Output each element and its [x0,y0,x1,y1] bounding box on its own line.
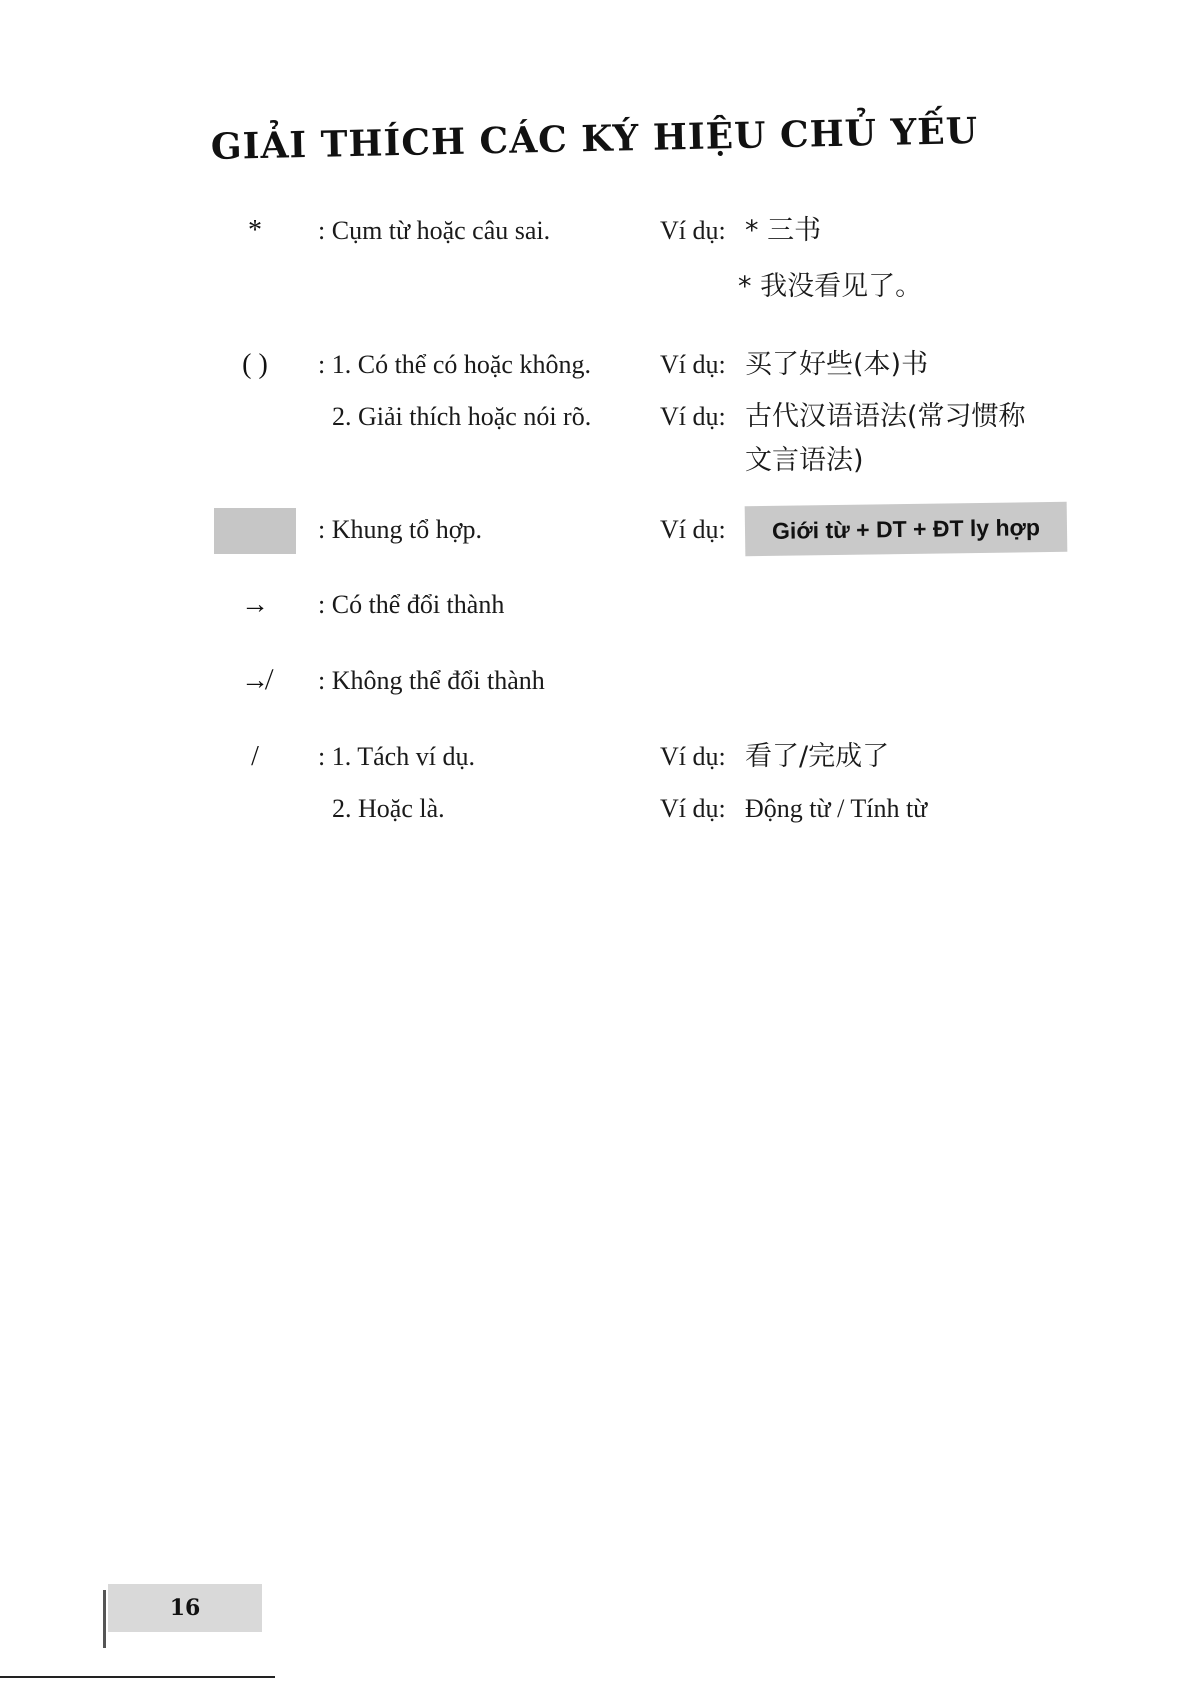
description-parentheses-2: 2. Giải thích hoặc nói rõ. [332,402,592,431]
example-label: Ví dụ: [660,794,726,823]
entry-parentheses-2-continued [0,436,1189,486]
description-slash-2: 2. Hoặc là. [332,794,445,823]
example-label: Ví dụ: [660,402,726,431]
example-label: Ví dụ: [660,515,726,544]
description-parentheses-1: : 1. Có thể có hoặc không. [318,350,591,379]
entry-crossed-arrow [0,656,1189,706]
example-parentheses-2-line-1: 古代汉语语法(常习惯称 [745,401,1026,432]
entry-parentheses-2 [0,392,1189,442]
example-label: Ví dụ: [660,216,726,245]
entry-slash-2 [0,784,1189,834]
example-label: Ví dụ: [660,350,726,379]
entry-asterisk [0,206,1189,256]
example-slash-1: 看了/完成了 [745,741,890,772]
example-parentheses-2-line-2: 文言语法) [745,445,864,476]
description-slash-1: : 1. Tách ví dụ. [318,742,475,771]
crossed-arrow-icon: ↛ [241,665,269,696]
description-asterisk: : Cụm từ hoặc câu sai. [318,216,551,245]
frame-example-box: Giới từ + DT + ĐT ly hợp [745,502,1068,556]
example-label: Ví dụ: [660,742,726,771]
example-parentheses-1: 买了好些(本)书 [745,349,929,380]
bottom-rule [0,1676,275,1678]
page-title: GIẢI THÍCH CÁC KÝ HIỆU CHỦ YẾU [210,109,979,169]
example-asterisk-1: * 三书 [745,215,822,246]
arrow-icon: → [241,589,269,620]
entry-asterisk-continued [0,262,1189,312]
page-number: 16 [108,1584,262,1632]
symbol-parentheses: ( ) [242,349,268,380]
example-asterisk-2: * 我没看见了。 [738,271,923,302]
symbol-asterisk: * [248,215,262,246]
example-slash-2: Động từ / Tính từ [745,794,928,823]
frame-symbol-box [214,508,296,554]
description-frame: : Khung tổ hợp. [318,515,482,544]
entry-frame [0,502,1189,558]
entry-slash-1 [0,732,1189,782]
page-edge-mark [103,1590,106,1648]
entry-parentheses-1 [0,340,1189,390]
description-arrow: : Có thể đổi thành [318,590,505,619]
entry-arrow [0,580,1189,630]
description-crossed-arrow: : Không thể đổi thành [318,666,545,695]
symbol-slash: / [251,741,259,772]
